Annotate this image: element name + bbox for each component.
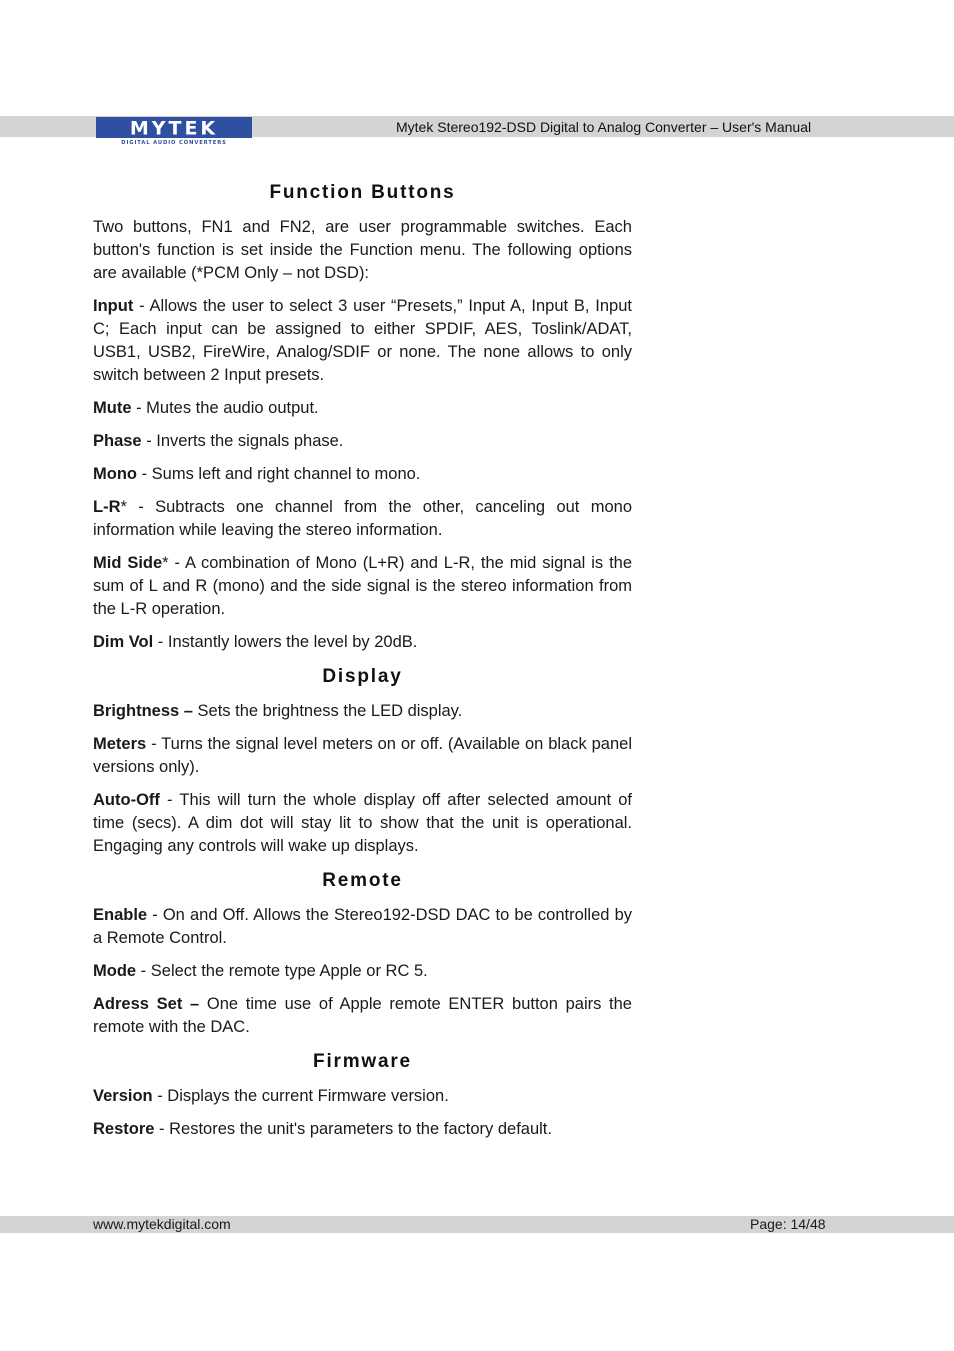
paragraph-text: - Displays the current Firmware version. [152, 1087, 449, 1105]
paragraph-text: One time use of Apple remote ENTER button pairs the remote with the DAC. [93, 995, 632, 1036]
section-heading: Function Buttons [269, 182, 456, 203]
paragraph [93, 993, 632, 1039]
term-label: Restore [93, 1120, 155, 1138]
paragraph-text: Two buttons, FN1 and FN2, are user programmable switches. Each button's function is set inside the Function menu. The following options are available (*PCM Only – not DSD): [93, 218, 632, 282]
term-label: Input [93, 297, 134, 315]
paragraph [93, 397, 632, 420]
section-heading: Display [322, 666, 403, 687]
term-label: Meters [93, 735, 147, 753]
paragraph [93, 960, 632, 983]
paragraph [93, 295, 632, 387]
paragraph [93, 552, 632, 621]
term-label: Enable [93, 906, 148, 924]
paragraph [93, 789, 632, 858]
paragraph [93, 904, 632, 950]
paragraph [93, 1118, 632, 1141]
paragraph-text: - Allows the user to select 3 user “Presets,” Input A, Input B, Input C; Each input can be assigned to either SPDIF, AES, Toslink/ADAT, USB1, USB2, FireWire, Analog/SDIF or none. The none allows to only switch between 2 Input presets. [93, 297, 632, 384]
term-label: Mute [93, 399, 132, 417]
paragraph-text: - Instantly lowers the level by 20dB. [153, 633, 418, 651]
logo-text: MYTEK [129, 117, 219, 140]
term-label: Brightness – [93, 702, 193, 720]
term-label: Auto-Off [93, 791, 160, 809]
paragraph [93, 496, 632, 542]
paragraph [93, 216, 632, 285]
term-label: L-R [93, 498, 121, 516]
paragraph-text: Sets the brightness the LED display. [192, 702, 463, 720]
paragraph-text: - Sums left and right channel to mono. [136, 465, 421, 483]
term-label: Mode [93, 962, 137, 980]
footer-website[interactable]: www.mytekdigital.com [93, 1216, 231, 1232]
paragraph-text: - Turns the signal level meters on or off. (Available on black panel versions only). [93, 735, 632, 776]
paragraph-text: - Select the remote type Apple or RC 5. [136, 962, 428, 980]
document-title: Mytek Stereo192-DSD Digital to Analog Converter – User's Manual [396, 119, 812, 135]
paragraph [93, 700, 632, 723]
paragraph [93, 733, 632, 779]
paragraph-text: - On and Off. Allows the Stereo192-DSD DAC to be controlled by a Remote Control. [93, 906, 632, 947]
page-number: Page: 14/48 [750, 1216, 826, 1232]
term-label: Mono [93, 465, 137, 483]
section-heading: Firmware [313, 1051, 412, 1072]
paragraph-text: * - Subtracts one channel from the other, canceling out mono information while leaving the stereo information. [93, 498, 632, 539]
paragraph-text: * - A combination of Mono (L+R) and L-R, the mid signal is the sum of L and R (mono) and the side signal is the stereo information from the L-R operation. [93, 554, 632, 618]
paragraph-text: - Mutes the audio output. [131, 399, 319, 417]
term-label: Adress Set – [93, 995, 200, 1013]
paragraph-text: - This will turn the whole display off after selected amount of time (secs). A dim dot will stay lit to show that the unit is operational. Engaging any controls will wake up displays. [93, 791, 632, 855]
manual-content [93, 180, 632, 1151]
logo-subtext: DIGITAL AUDIO CONVERTERS [121, 140, 227, 145]
paragraph [93, 430, 632, 453]
paragraph-text: - Restores the unit's parameters to the factory default. [154, 1120, 552, 1138]
paragraph-text: - Inverts the signals phase. [141, 432, 344, 450]
term-label: Dim Vol [93, 633, 154, 651]
term-label: Mid Side [93, 554, 163, 572]
term-label: Version [93, 1087, 153, 1105]
term-label: Phase [93, 432, 142, 450]
paragraph [93, 463, 632, 486]
mytek-logo [96, 117, 252, 145]
paragraph [93, 631, 632, 654]
paragraph [93, 1085, 632, 1108]
section-heading: Remote [322, 870, 403, 891]
